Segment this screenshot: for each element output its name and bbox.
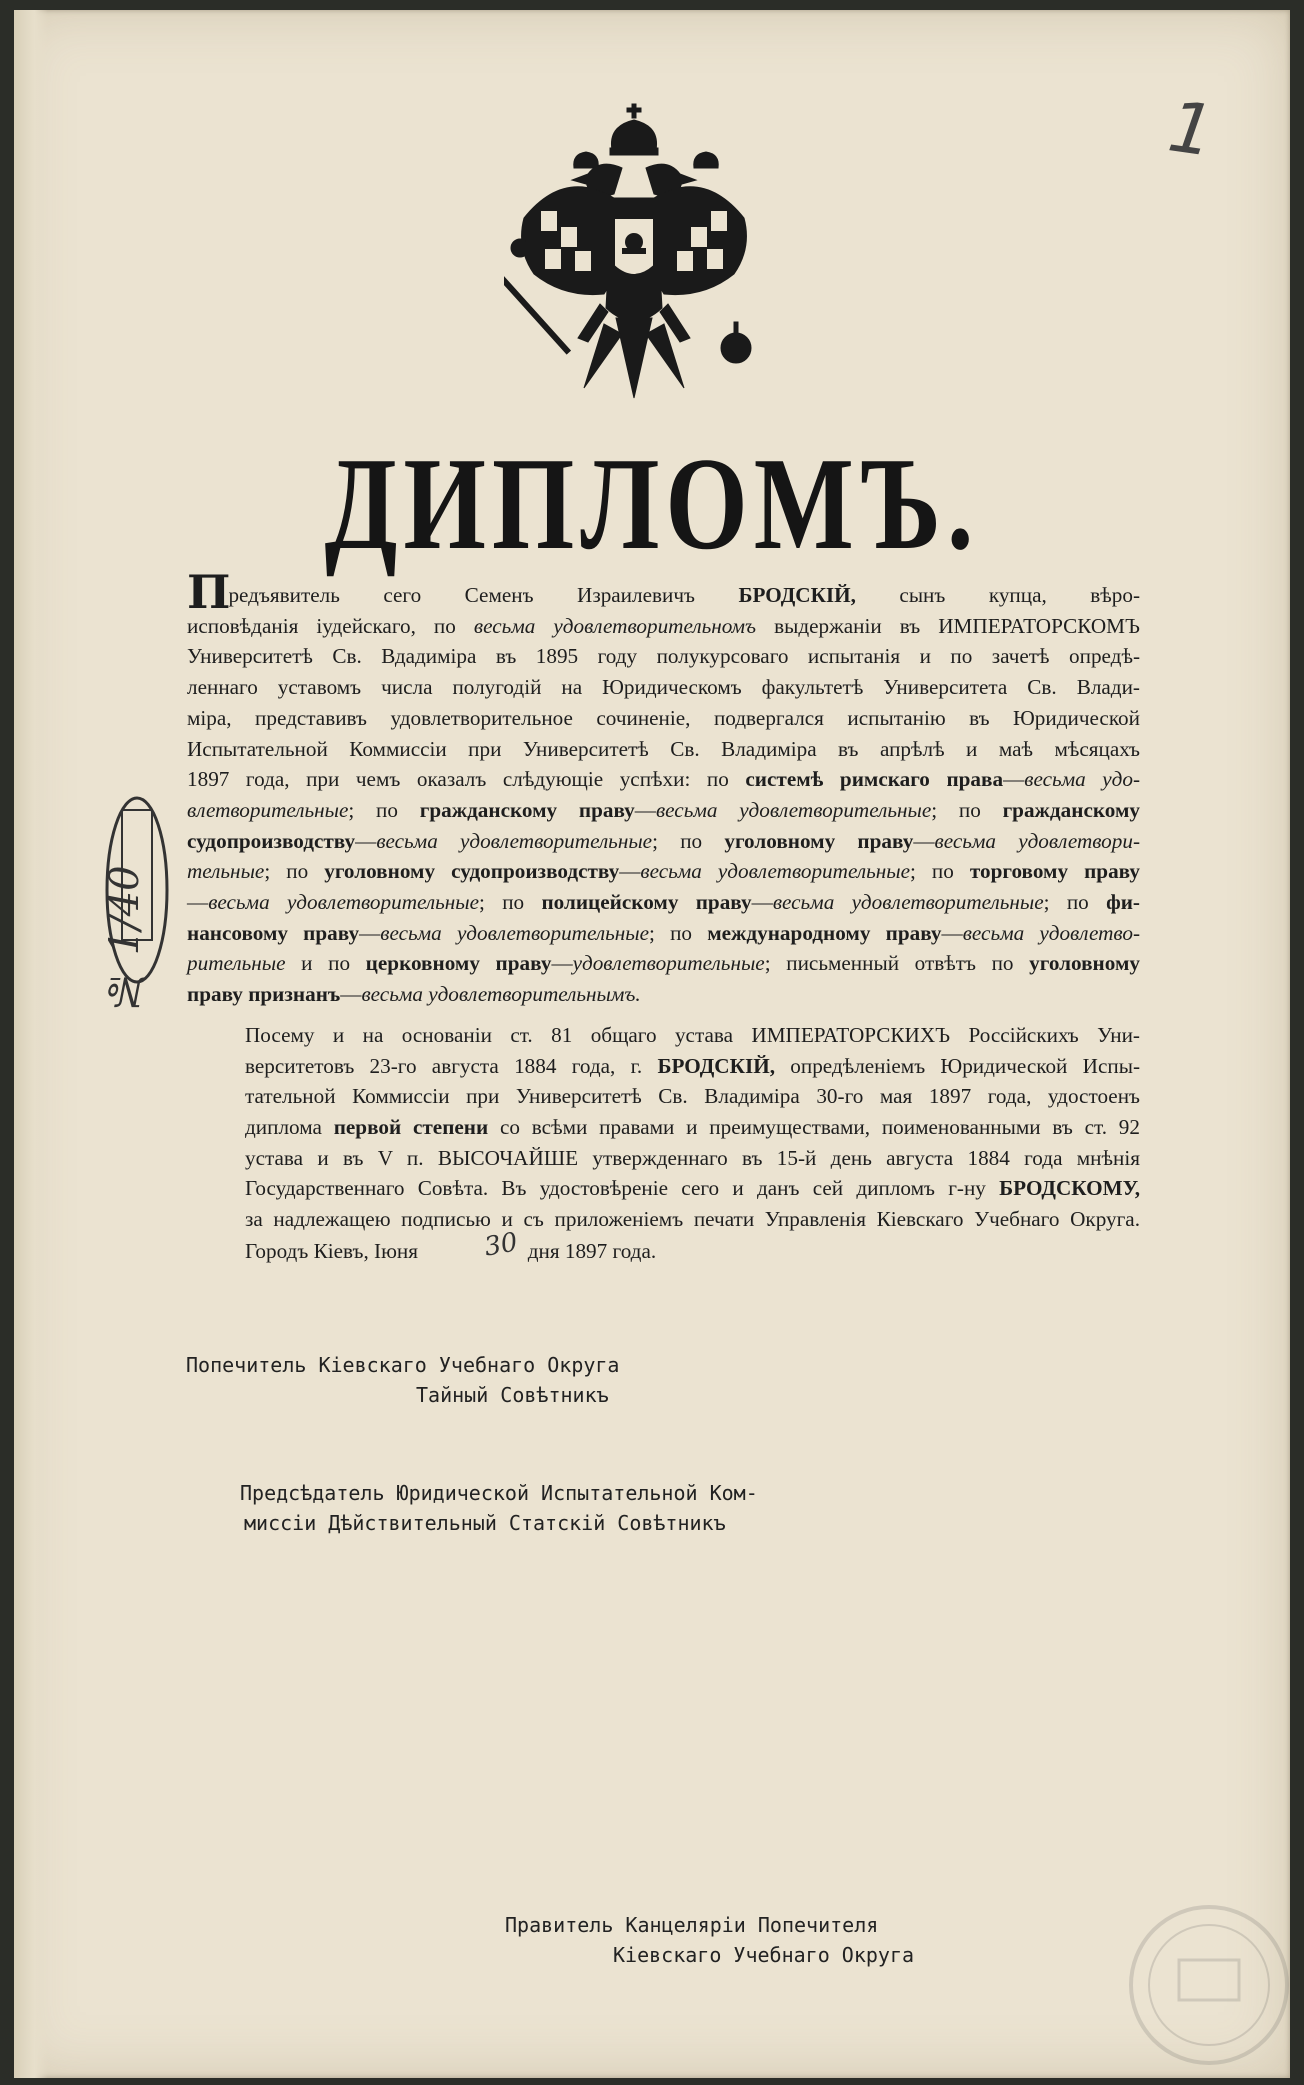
text-run: диплома	[245, 1114, 334, 1139]
text-line	[187, 1112, 1140, 1143]
document-title: ДИПЛОМЪ.	[324, 430, 980, 577]
text-run: 1897 года, при чемъ оказалъ слѣдующіе успѣхи: по	[187, 767, 746, 792]
bold-run: гражданскому	[1002, 797, 1140, 822]
text-run: —	[751, 890, 773, 915]
document-sheet	[14, 10, 1290, 2078]
chairman-title-line1: Предсѣдатель Юридической Испытательной Ком-	[240, 1481, 758, 1505]
text-run: —	[340, 982, 362, 1007]
italic-run: рительные	[187, 951, 286, 976]
signature-chancellery	[505, 1910, 914, 1970]
sheet-spine-shadow	[14, 10, 48, 2078]
text-run: ; по	[652, 828, 725, 853]
office-title-line2: Кіевскаго Учебнаго Округа	[613, 1943, 915, 1967]
text-line	[187, 611, 1140, 642]
text-line	[187, 1173, 1140, 1204]
text-line	[187, 826, 1140, 857]
text-run: Университетѣ Св. Вдадиміра въ 1895 году полукурсоваго испытанія и по зачетѣ опредѣ-	[187, 644, 1140, 669]
text-run: ; по	[649, 920, 708, 945]
text-line	[187, 979, 1140, 1010]
text-run: —	[941, 920, 963, 945]
bold-run: БРОДСКІЙ,	[657, 1053, 775, 1078]
bold-run: нансовому праву	[187, 920, 360, 945]
text-run: —	[359, 920, 381, 945]
italic-run: весьма удовлетворительные	[376, 828, 653, 853]
diploma-body	[187, 565, 1141, 1266]
registry-number-stamp	[92, 790, 182, 1070]
text-run: —	[187, 890, 209, 915]
italic-run: весьма удовлетворительные	[208, 890, 480, 915]
text-run: Испытательной Коммиссіи при Университетѣ Св. Владиміра въ апрѣлѣ и маѣ мѣсяцахъ	[187, 736, 1140, 761]
bold-run: церковному праву	[365, 951, 552, 976]
bold-run: системѣ римскаго права	[745, 767, 1004, 792]
bold-run: БРОДСКІЙ,	[738, 583, 856, 607]
text-run: ; по	[931, 797, 1003, 822]
date-line	[187, 1227, 1140, 1267]
text-run: ; по	[1043, 890, 1107, 915]
bold-run: уголовному судопроизводству	[324, 859, 620, 884]
text-line	[187, 1051, 1140, 1082]
text-line	[187, 703, 1140, 734]
text-run: ; по	[264, 859, 325, 884]
curator-title-line1: Попечитель Кіевскаго Учебнаго Округа	[186, 1353, 620, 1377]
italic-run: весьма удовлетворительномъ	[473, 613, 757, 638]
text-run: и по	[285, 951, 366, 976]
text-run: —	[619, 859, 641, 884]
italic-run: весьма удовлетворительнымъ.	[361, 982, 641, 1007]
text-run: Посему и на основаніи ст. 81 общаго устава ИМПЕРАТОРСКИХЪ Россійскихъ Уни-	[245, 1022, 1140, 1047]
signature-chairman	[240, 1478, 758, 1538]
text-run: —	[634, 797, 656, 822]
text-line	[187, 641, 1140, 672]
bold-run: торговому праву	[969, 859, 1140, 884]
text-line	[187, 948, 1140, 979]
drop-cap-letter: П	[187, 565, 229, 619]
text-line	[187, 672, 1140, 703]
italic-run: весьма удо-	[1024, 767, 1141, 792]
text-run: леннаго уставомъ числа полугодій на Юридическомъ факультетѣ Университета Св. Влади-	[187, 675, 1140, 700]
text-run: устава и въ V п. ВЫСОЧАЙШЕ утвержденнаго въ 15-й день августа 1884 года мнѣнія	[245, 1145, 1140, 1170]
italic-run: влетворительные	[187, 797, 349, 822]
text-run: выдержаніи въ ИМПЕРАТОРСКОМЪ	[756, 613, 1140, 638]
office-title-line1: Правитель Канцеляріи Попечителя	[505, 1913, 879, 1937]
paragraph-award	[187, 1020, 1140, 1235]
text-run: ; по	[348, 797, 420, 822]
text-run: —	[913, 828, 935, 853]
italic-run: весьма удовлетвори-	[934, 828, 1141, 853]
italic-run: весьма удовлетворительные	[640, 859, 910, 884]
bold-run: первой степени	[333, 1114, 489, 1139]
text-line	[187, 1204, 1140, 1235]
italic-run: весьма удовлетворительные	[772, 890, 1044, 915]
signature-curator	[186, 1350, 619, 1410]
text-line	[187, 565, 1141, 619]
text-line	[187, 795, 1140, 826]
bold-run: гражданскому праву	[419, 797, 635, 822]
text-line	[187, 1143, 1140, 1174]
chairman-title-line2: миссіи Дѣйствительный Статскій Совѣтникъ	[244, 1511, 726, 1535]
italic-run: тельные	[187, 859, 265, 884]
library-stamp-icon	[1124, 1900, 1294, 2070]
text-run: верситетовъ 23-го августа 1884 года, г.	[245, 1053, 658, 1078]
bold-run: судопроизводству	[187, 828, 356, 853]
text-run: міра, представивъ удовлетворительное сочиненіе, подвергался испытанію въ Юридической	[187, 705, 1140, 730]
text-run: опредѣленіемъ Юридической Испы-	[775, 1053, 1140, 1078]
text-line	[187, 734, 1140, 765]
date-suffix: дня 1897 года.	[527, 1238, 657, 1263]
text-run: —	[355, 828, 377, 853]
paragraph-exam-results	[187, 565, 1141, 1010]
bold-run: полицейскому праву	[541, 890, 752, 915]
handwritten-day: 30	[482, 1227, 521, 1263]
text-line	[187, 887, 1140, 918]
handwritten-page-number: 1	[1163, 85, 1220, 173]
text-run: тательной Коммиссіи при Университетѣ Св. Владиміра 30-го мая 1897 года, удостоенъ	[245, 1084, 1140, 1109]
italic-run: весьма удовлетворительные	[655, 797, 932, 822]
bold-run: международному праву	[707, 920, 942, 945]
text-run: исповѣданія іудейскаго, по	[187, 613, 474, 638]
text-run: со всѣми правами и преимуществами, поименованными въ ст. 92	[488, 1114, 1140, 1139]
bold-run: уголовному	[1029, 951, 1140, 976]
text-run: сынъ купца, вѣро-	[855, 583, 1141, 607]
text-run: за надлежащею подписью и съ приложеніемъ печати Управленія Кіевскаго Учебнаго Округа.	[245, 1207, 1140, 1232]
registry-number: № 1/40	[102, 865, 148, 1015]
bold-run: фи-	[1106, 890, 1140, 915]
text-line	[187, 856, 1140, 887]
curator-title-line2: Тайный Совѣтникъ	[416, 1383, 609, 1407]
text-run: ; по	[479, 890, 542, 915]
text-run: ; письменный отвѣтъ по	[764, 951, 1030, 976]
text-line	[187, 918, 1140, 949]
text-run: ; по	[909, 859, 970, 884]
text-run: редъявитель сего Семенъ Израилевичъ	[228, 583, 739, 607]
italic-run: удовлетворительные	[572, 951, 765, 976]
bold-run: уголовному праву	[724, 828, 914, 853]
text-run: —	[551, 951, 573, 976]
text-run: —	[1003, 767, 1025, 792]
bold-run: праву признанъ	[187, 982, 341, 1007]
italic-run: весьма удовлетво-	[962, 920, 1141, 945]
bold-run: БРОДСКОМУ,	[999, 1176, 1140, 1201]
text-line	[187, 1081, 1140, 1112]
text-run: Государственнаго Совѣта. Въ удостовѣреніе сего и данъ сей дипломъ г-ну	[245, 1176, 1000, 1201]
double-headed-eagle-emblem-icon	[504, 98, 788, 416]
text-line	[187, 764, 1140, 795]
text-line	[187, 1020, 1140, 1051]
italic-run: весьма удовлетворительные	[380, 920, 650, 945]
date-prefix: Городъ Кіевъ, Іюня	[245, 1238, 419, 1263]
